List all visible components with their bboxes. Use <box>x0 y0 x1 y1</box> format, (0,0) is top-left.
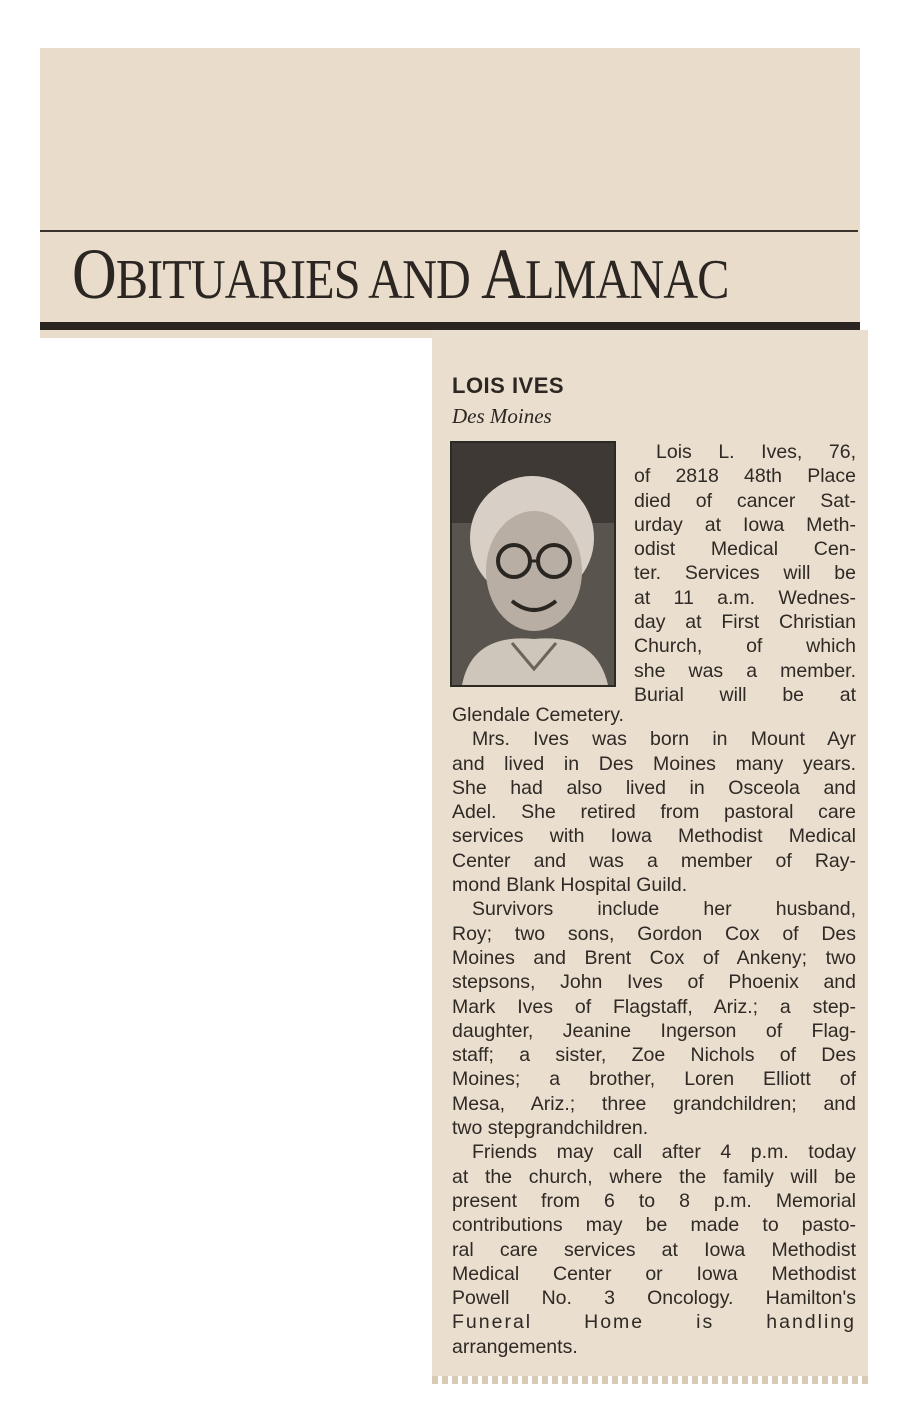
text-line: mond Blank Hospital Guild. <box>452 874 688 897</box>
text-line: Lois L. Ives, 76, <box>656 441 856 463</box>
text-line: Powell No. 3 Oncology. Hamilton's <box>452 1287 856 1310</box>
text-line: odist Medical Cen- <box>634 538 856 561</box>
obituary-location: Des Moines <box>452 404 552 428</box>
text-line: and lived in Des Moines many years. <box>452 752 856 775</box>
text-line: stepsons, John Ives of Phoenix and <box>452 971 856 994</box>
text-line: Roy; two sons, Gordon Cox of Des <box>452 922 856 945</box>
header-bottom-rule <box>40 322 860 330</box>
text-line: present from 6 to 8 p.m. Memorial <box>452 1189 856 1212</box>
obituary-name: LOIS IVES <box>452 373 565 398</box>
text-line: Moines and Brent Cox of Ankeny; two <box>452 946 856 969</box>
text-line: arrangements. <box>452 1335 578 1358</box>
text-line: She had also lived in Osceola and <box>452 776 856 799</box>
text-line: Burial will be at <box>634 683 856 706</box>
portrait-photo <box>450 441 616 687</box>
portrait-photo-icon <box>452 443 614 685</box>
text-line: Friends may call after 4 p.m. today <box>472 1141 856 1164</box>
text-line: Medical Center or Iowa Methodist <box>452 1262 856 1285</box>
text-line: she was a member. <box>634 659 856 682</box>
text-line: Moines; a brother, Loren Elliott of <box>452 1068 856 1091</box>
text-line: Mesa, Ariz.; three grandchildren; and <box>452 1092 856 1115</box>
text-line: Mrs. Ives was born in Mount Ayr <box>472 728 856 751</box>
section-banner: OBITUARIES AND ALMANAC <box>72 234 729 314</box>
text-line: Center and was a member of Ray- <box>452 849 856 872</box>
text-line: at the church, where the family will be <box>452 1165 856 1188</box>
text-line: Adel. She retired from pastoral care <box>452 801 856 824</box>
text-line: Mark Ives of Flagstaff, Ariz.; a step- <box>452 995 856 1018</box>
text-line: of 2818 48th Place <box>634 465 856 488</box>
text-line: ter. Services will be <box>634 562 856 585</box>
text-line: Church, of which <box>634 635 856 658</box>
text-line: urday at Iowa Meth- <box>634 513 856 536</box>
text-line: daughter, Jeanine Ingerson of Flag- <box>452 1019 856 1042</box>
obituary-text-body <box>452 703 856 1359</box>
text-line: Survivors include her husband, <box>472 898 856 921</box>
obituary-text-wrap <box>634 440 856 707</box>
text-line: day at First Christian <box>634 611 856 634</box>
text-line: at 11 a.m. Wednes- <box>634 586 856 609</box>
text-line: contributions may be made to pasto- <box>452 1214 856 1237</box>
text-line: Glendale Cemetery. <box>452 704 624 726</box>
text-line: two stepgrandchildren. <box>452 1117 649 1140</box>
text-line: services with Iowa Methodist Medical <box>452 825 856 848</box>
text-line: Funeral Home is handling <box>452 1311 856 1334</box>
text-line: died of cancer Sat- <box>634 489 856 512</box>
torn-edge <box>432 1376 868 1384</box>
text-line: ral care services at Iowa Methodist <box>452 1238 856 1261</box>
text-line: staff; a sister, Zoe Nichols of Des <box>452 1044 856 1067</box>
